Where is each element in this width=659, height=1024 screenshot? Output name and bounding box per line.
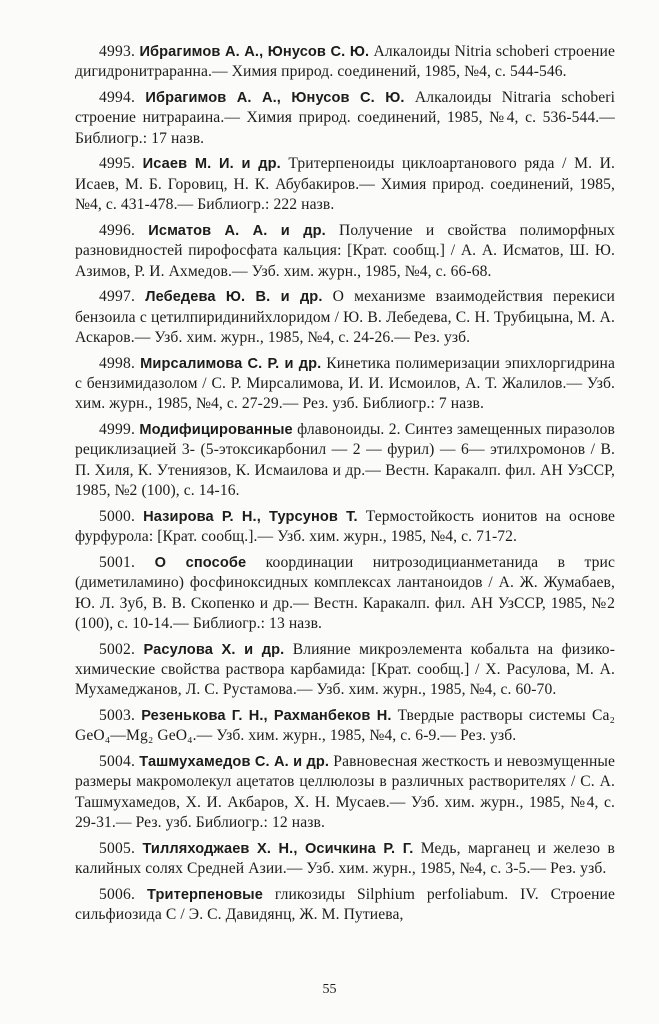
entry-authors: Ибрагимов А. А., Юнусов С. Ю.: [145, 90, 405, 106]
bib-entry-4997: [75, 287, 615, 348]
entry-authors: Модифицированные: [139, 422, 293, 439]
entry-number: 4993.: [99, 43, 136, 60]
entry-authors: Исматов А. А. и др.: [148, 222, 326, 239]
entry-text: Алкалоиды Nitraria schoberi строение нитрараина.— Химия природ. соединений, 1985, №4, с. 536-544.— Библиогр.: 17 назв.: [75, 89, 616, 147]
entry-number: 5005.: [99, 839, 136, 857]
entry-number: 5003.: [99, 707, 136, 725]
entry-text: гликозиды Silphium perfoliabum. IV. Строение сильфиозида С / Э. С. Давидянц, Ж. М. Путиева,: [75, 885, 616, 924]
entry-number: 4995.: [99, 155, 136, 173]
entry-text: Термостойкость ионитов на основе фурфурола: [Крат. сообщ.].— Узб. хим. журн., 1985, №4, с. 71-72.: [75, 507, 616, 546]
entry-number: 4998.: [99, 354, 136, 372]
entry-number: 4997.: [99, 288, 136, 306]
bib-entry-4999: [75, 420, 615, 502]
bib-entry-5002: [75, 640, 615, 701]
entry-text: Твердые растворы системы Ca₂ GeO₄—Mg₂ GeO₄.— Узб. хим. журн., 1985, №4, с. 6-9.— Рез. узб.: [75, 707, 616, 745]
entry-text: Получение и свойства полиморфных разновидностей пирофосфата кальция: [Крат. сообщ.] / А. А. Исматов, Ш. Ю. Азимов, Р. И. Ахмедов.— Узб. хим. журн., 1985, №4, с. 66-68.: [75, 221, 615, 280]
entry-authors: Ибрагимов А. А., Юнусов С. Ю.: [139, 44, 370, 60]
entry-number: 4999.: [99, 421, 136, 439]
entry-text: координации нитрозодицианметанида в трис (диметиламино) фосфиноксидных комплексах лантаноидов / А. Ж. Жумабаев, Ю. Л. Зуб, В. В. Скопенко и др.— Вестн. Каракалп. фил. АН УзССР, 1985, №2 (100), с. 10-14.— Библиогр.: 13 назв.: [75, 553, 615, 633]
entry-authors: О способе: [154, 554, 247, 571]
bib-entry-4995: [75, 154, 615, 215]
bib-entry-5004: [75, 752, 615, 834]
bib-entry-5005: [75, 839, 615, 880]
bib-entry-4993: [75, 42, 615, 83]
entry-number: 5006.: [99, 885, 136, 903]
entry-number: 5002.: [99, 640, 136, 658]
bib-entry-4998: [75, 354, 615, 415]
entry-authors: Тилляходжаев Х. Н., Осичкина Р. Г.: [142, 840, 414, 857]
entry-text: О механизме взаимодействия перекиси бензоила с цетилпиридинийхлоридом / Ю. В. Лебедева, С. Н. Трубицына, М. А. Аскаров.— Узб. хим. журн., 1985, №4, с. 24-26.— Рез. узб.: [75, 288, 616, 347]
entry-text: Кинетика полимеризации эпихлоргидрина с бензимидазолом / С. Р. Мирсалимова, И. И. Исмоилов, А. Т. Жалилов.— Узб. хим. журн., 1985, №4, с. 27-29.— Рез. узб. Библиогр.: 7 назв.: [75, 354, 616, 413]
entry-authors: Расулова Х. и др.: [143, 641, 285, 658]
entry-number: 4996.: [99, 221, 136, 239]
bibliography-column: [75, 42, 615, 931]
entry-authors: Назирова Р. Н., Турсунов Т.: [143, 508, 358, 525]
bib-entry-4996: [75, 221, 615, 282]
entry-text: Медь, марганец и железо в калийных солях Средней Азии.— Узб. хим. журн., 1985, №4, с. 3-5.— Рез. узб.: [75, 839, 616, 878]
bib-entry-5003: [75, 706, 615, 747]
entry-authors: Лебедева Ю. В. и др.: [145, 289, 323, 306]
entry-text: Алкалоиды Nitria schoberi строение дигидронитраранна.— Химия природ. соединений, 1985, №4, с. 544-546.: [75, 43, 615, 81]
entry-text: Равновесная жесткость и невозмущенные размеры макромолекул ацетатов целлюлозы в различных растворителях / С. А. Ташмухамедов, Х. И. Акбаров, Х. Н. Мусаев.— Узб. хим. журн., 1985, №4, с. 29-31.— Рез. узб. Библиогр.: 12 назв.: [75, 753, 616, 832]
entry-authors: Ташмухамедов С. А. и др.: [139, 754, 330, 771]
bib-entry-4994: [75, 88, 615, 149]
entry-number: 5004.: [99, 753, 136, 771]
bib-entry-5006: [75, 885, 615, 926]
entry-authors: Резенькова Г. Н., Рахманбеков Н.: [141, 708, 392, 725]
entry-authors: Мирсалимова С. Р. и др.: [140, 355, 322, 372]
entry-number: 4994.: [99, 89, 136, 106]
bib-entry-5001: [75, 553, 615, 635]
page-number: 55: [322, 982, 337, 997]
entry-text: Влияние микроэлемента кобальта на физико-химические свойства раствора карбамида: [Крат. сообщ.] / Х. Расулова, М. А. Мухамеджанов, Л. С. Рустамова.— Узб. хим. журн., 1985, №4, с. 60-70.: [75, 640, 615, 699]
entry-number: 5000.: [99, 507, 136, 525]
entry-text: Тритерпеноиды циклоартанового ряда / М. И. Исаев, М. Б. Горовиц, Н. К. Абубакиров.— Химия природ. соединений, 1985, №4, с. 431-478.— Библиогр.: 222 назв.: [75, 155, 615, 214]
entry-authors: Тритерпеновые: [147, 886, 263, 903]
bib-entry-5000: [75, 507, 615, 548]
entry-text: флавоноиды. 2. Синтез замещенных пиразолов рециклизацией 3- (5-этоксикарбонил — 2 — фурил) — 6— этилхромонов / В. П. Хиля, К. Утениязов, К. Исмаилова и др.— Вестн. Каракалп. фил. АН УзССР, 1985, №2 (100), с. 14-16.: [75, 421, 615, 500]
entry-authors: Исаев М. И. и др.: [142, 156, 281, 173]
entry-number: 5001.: [99, 553, 136, 571]
